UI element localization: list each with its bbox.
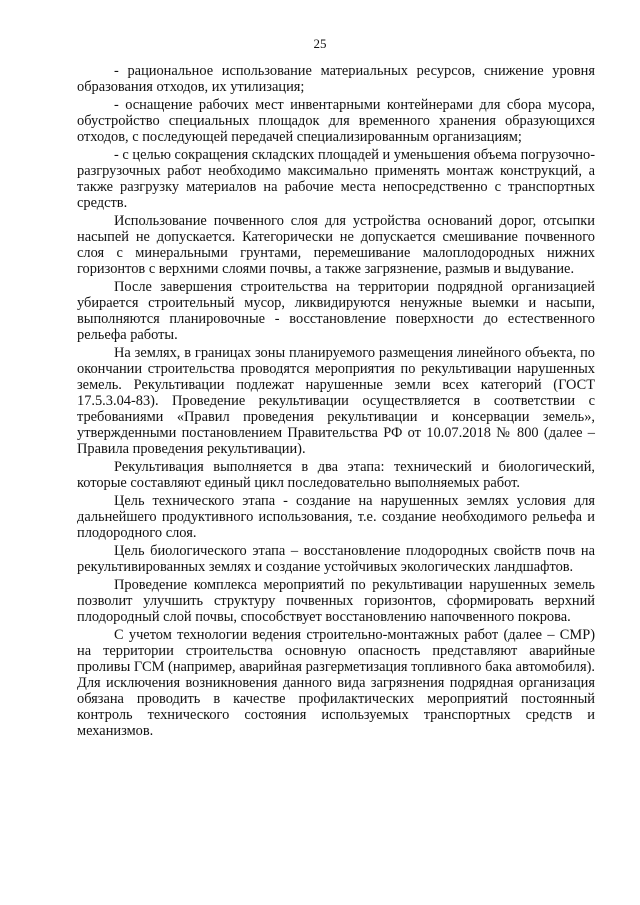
paragraph-reclamation-benefits: Проведение комплекса мероприятий по рекультивации нарушенных земель позволит улучшить структуру почвенных горизонтов, сформировать верхний плодородный слой почвы, способствует восстановлению напочвенного покрова. — [77, 577, 595, 625]
paragraph-land-reclamation: На землях, в границах зоны планируемого размещения линейного объекта, по окончании строительства проводятся мероприятия по рекультивации нарушенных земель. Рекультивации подлежат нарушенные земли всех категорий (ГОСТ 17.5.3.04-83). Проведение рекультивации осуществляется в соответствии с требованиями «Правил проведения рекультивации и консервации земель», утвержденными постановлением Правительства РФ от 10.07.2018 № 800 (далее – Правила проведения рекультивации). — [77, 345, 595, 457]
paragraph-two-stages: Рекультивация выполняется в два этапа: технический и биологический, которые составляют единый цикл последовательно выполняемых работ. — [77, 459, 595, 491]
paragraph-technical-stage: Цель технического этапа - создание на нарушенных землях условия для дальнейшего продуктивного использования, т.е. создание необходимого рельефа и плодородного слоя. — [77, 493, 595, 541]
paragraph-material-resources: - рациональное использование материальных ресурсов, снижение уровня образования отходов, их утилизация; — [77, 63, 595, 95]
paragraph-warehouse-reduction: - с целью сокращения складских площадей и уменьшения объема погрузочно-разгрузочных работ необходимо максимально применять монтаж конструкций, а также разгрузку материалов на рабочие места непосредственно с транспортных средств. — [77, 147, 595, 211]
paragraph-post-construction-cleanup: После завершения строительства на территории подрядной организацией убирается строительный мусор, ликвидируются ненужные выемки и насыпи, выполняются планировочные - восстановление поверхности до естественного рельефа работы. — [77, 279, 595, 343]
body-text — [77, 63, 595, 739]
paragraph-fuel-spill-prevention: С учетом технологии ведения строительно-монтажных работ (далее – СМР) на территории строительства основную опасность представляют аварийные проливы ГСМ (например, аварийная разгерметизация топливного бака автомобиля). Для исключения возникновения данного вида загрязнения подрядная организация обязана проводить в качестве профилактических мероприятий постоянный контроль технического состояния используемых транспортных средств и механизмов. — [77, 627, 595, 739]
paragraph-biological-stage: Цель биологического этапа – восстановление плодородных свойств почв на рекультивированных землях и создание устойчивых экологических ландшафтов. — [77, 543, 595, 575]
paragraph-waste-containers: - оснащение рабочих мест инвентарными контейнерами для сбора мусора, обустройство специальных площадок для временного хранения образующихся отходов, с последующей передачей специализированным организациям; — [77, 97, 595, 145]
paragraph-soil-layer-usage: Использование почвенного слоя для устройства оснований дорог, отсыпки насыпей не допускается. Категорически не допускается смешивание почвенного слоя с минеральными грунтами, перемешивание малоплодородных нижних горизонтов с верхними слоями почвы, а также загрязнение, размыв и выдувание. — [77, 213, 595, 277]
page-number: 25 — [313, 36, 327, 51]
